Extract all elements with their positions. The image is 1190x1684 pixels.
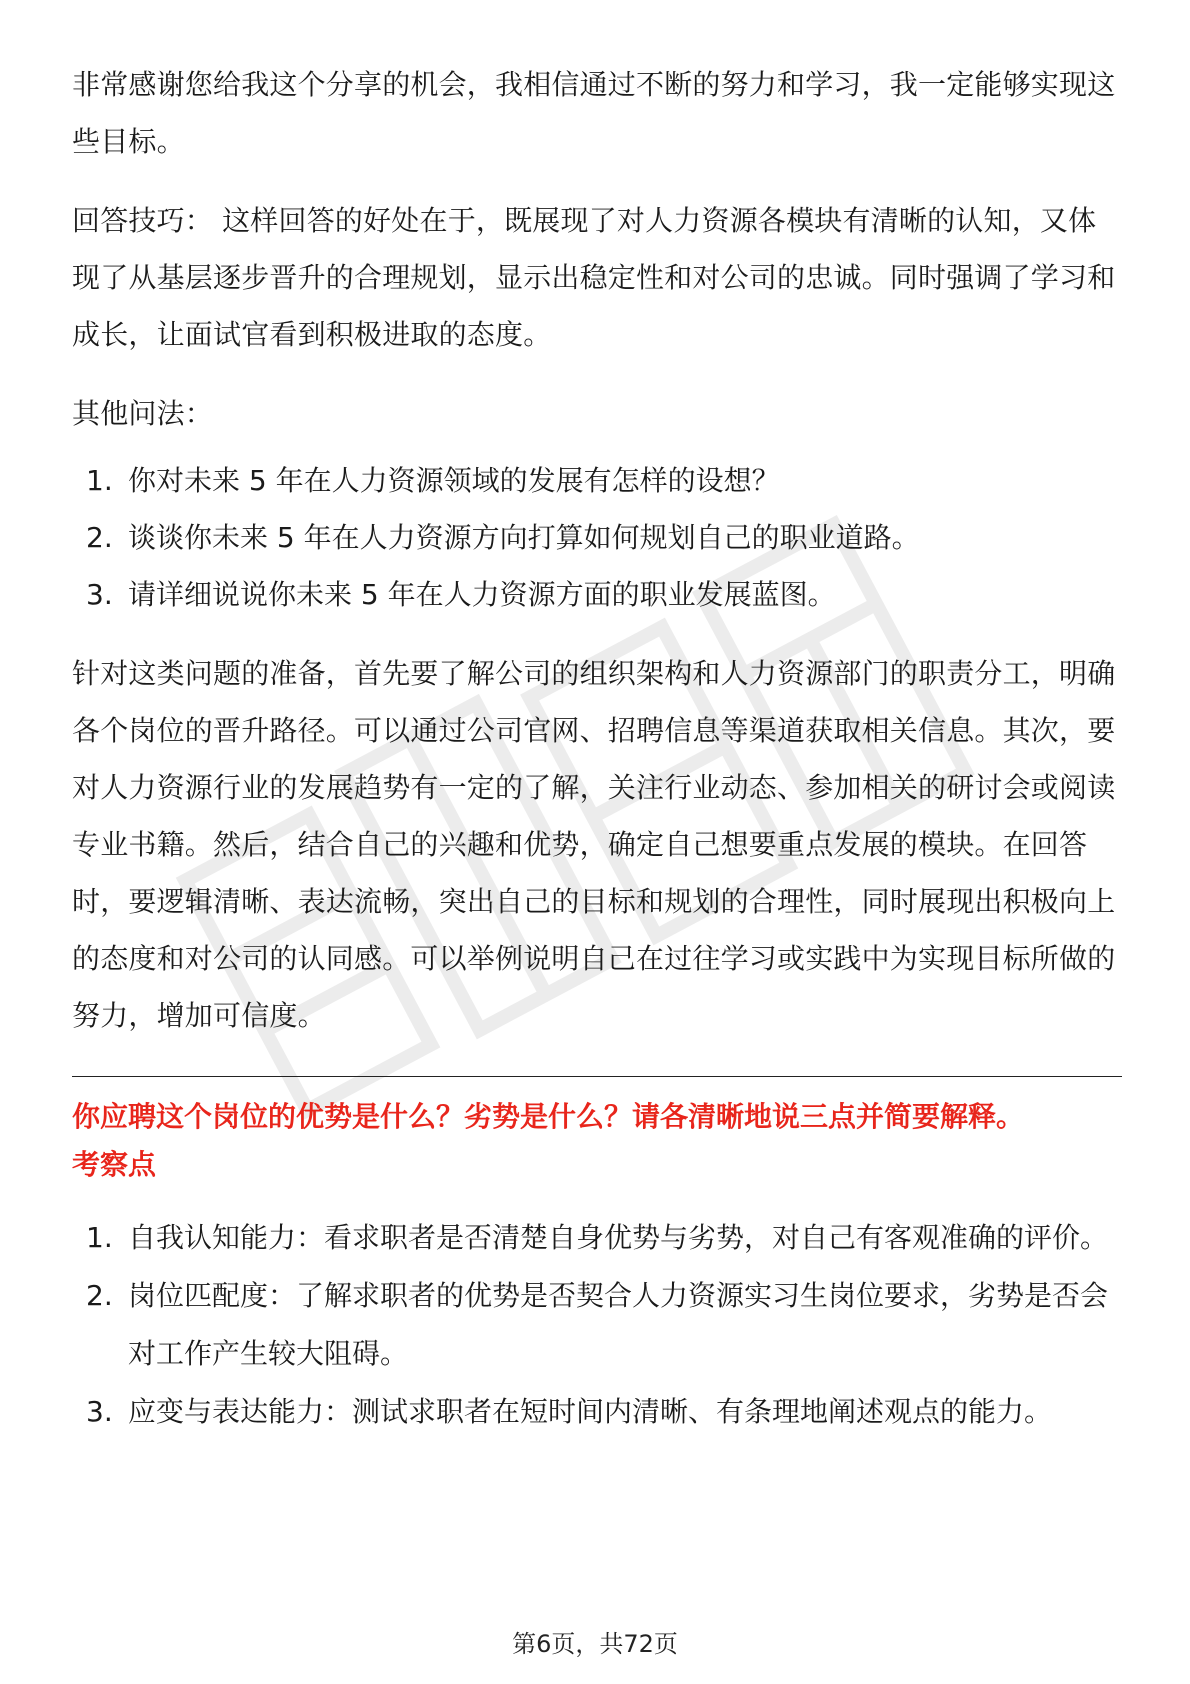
section-divider — [72, 1076, 1122, 1077]
list-item-number: 2. — [86, 521, 113, 554]
list-item — [72, 1209, 1122, 1267]
list-item — [72, 452, 1122, 509]
assessment-points-heading: 考察点 — [72, 1148, 157, 1181]
list-item — [72, 566, 1122, 623]
list-item-number: 3. — [86, 1395, 113, 1428]
list-item-number: 1. — [86, 464, 113, 497]
list-item-number: 1. — [86, 1221, 113, 1254]
question-title: 你应聘这个岗位的优势是什么？劣势是什么？请各清晰地说三点并简要解释。 — [72, 1100, 1025, 1133]
list-item-text: 自我认知能力：看求职者是否清楚自身优势与劣势，对自己有客观准确的评价。 — [128, 1221, 1109, 1254]
list-item-text: 请详细说说你未来 5 年在人力资源方面的职业发展蓝图。 — [128, 578, 836, 611]
list-item-text: 谈谈你未来 5 年在人力资源方向打算如何规划自己的职业道路。 — [128, 521, 920, 554]
list-item — [72, 1383, 1122, 1441]
list-item-text: 岗位匹配度：了解求职者的优势是否契合人力资源实习生岗位要求，劣势是否会对工作产生较大阻碍。 — [128, 1279, 1109, 1370]
list-item-text: 应变与表达能力：测试求职者在短时间内清晰、有条理地阐述观点的能力。 — [128, 1395, 1053, 1428]
assessment-points-list — [72, 1209, 1122, 1441]
list-item-number: 3. — [86, 578, 113, 611]
page-content — [72, 56, 1122, 1463]
answer-tips-paragraph: 回答技巧： 这样回答的好处在于，既展现了对人力资源各模块有清晰的认知，又体现了从基层逐步晋升的合理规划，显示出稳定性和对公司的忠诚。同时强调了学习和成长，让面试官看到积极进取的态度。 — [72, 204, 1116, 351]
other-questions-list — [72, 452, 1122, 623]
other-questions-label: 其他问法： — [72, 397, 214, 430]
page-number-footer: 第6页，共72页 — [512, 1630, 678, 1658]
closing-paragraph: 非常感谢您给我这个分享的机会，我相信通过不断的努力和学习，我一定能够实现这些目标。 — [72, 68, 1116, 158]
list-item — [72, 1267, 1122, 1383]
list-item-number: 2. — [86, 1279, 113, 1312]
list-item — [72, 509, 1122, 566]
list-item-text: 你对未来 5 年在人力资源领域的发展有怎样的设想？ — [128, 464, 780, 497]
preparation-paragraph: 针对这类问题的准备，首先要了解公司的组织架构和人力资源部门的职责分工，明确各个岗位的晋升路径。可以通过公司官网、招聘信息等渠道获取相关信息。其次，要对人力资源行业的发展趋势有一定的了解，关注行业动态、参加相关的研讨会或阅读专业书籍。然后，结合自己的兴趣和优势，确定自己想要重点发展的模块。在回答时，要逻辑清晰、表达流畅，突出自己的目标和规划的合理性，同时展现出积极向上的态度和对公司的认同感。可以举例说明自己在过往学习或实践中为实现目标所做的努力，增加可信度。 — [72, 657, 1116, 1032]
